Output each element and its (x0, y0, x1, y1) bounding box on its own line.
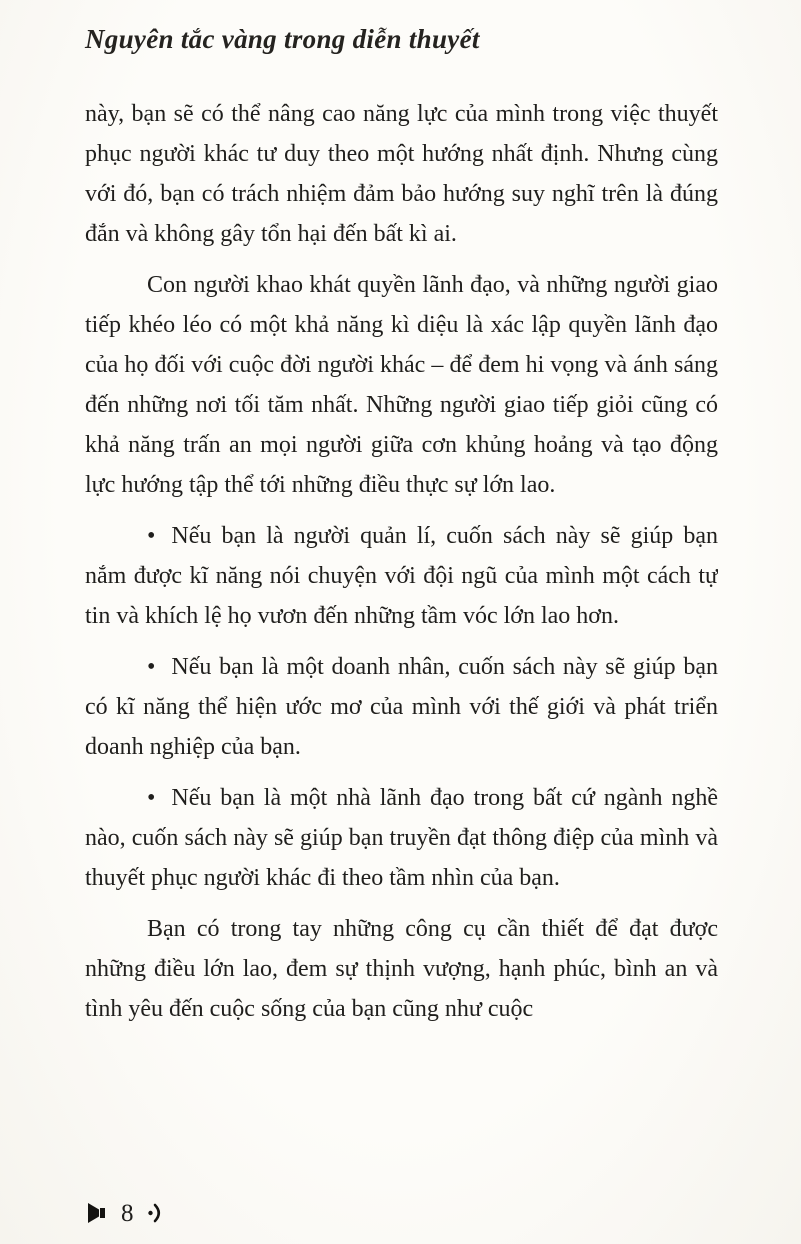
paragraph: này, bạn sẽ có thể nâng cao năng lực của mình trong việc thuyết phục người khác tư duy theo một hướng nhất định. Nhưng cùng với đó, bạn có trách nhiệm đảm bảo hướng suy nghĩ trên là đúng đắn và không gây tổn hại đến bất kì ai. (85, 101, 718, 247)
page-number: 8 (121, 1199, 134, 1227)
paragraph: Bạn có trong tay những công cụ cần thiết để đạt được những điều lớn lao, đem sự thịnh vượng, hạnh phúc, bình an và tình yêu đến cuộc sống của bạn cũng như cuộc (85, 916, 718, 1022)
bullet-item (85, 778, 718, 898)
bullet-text: Nếu bạn là người quản lí, cuốn sách này sẽ giúp bạn nắm được kĩ năng nói chuyện với đội ngũ của mình một cách tự tin và khích lệ họ vươn đến những tầm vóc lớn lao hơn. (85, 523, 718, 629)
bullet-icon: • (147, 654, 156, 680)
page-footer (85, 1200, 166, 1226)
bullet-icon: • (147, 523, 156, 549)
bullet-item (85, 647, 718, 767)
speaker-icon (85, 1200, 109, 1226)
bullet-item (85, 516, 718, 636)
page-body (85, 94, 718, 1182)
bullet-text: Nếu bạn là một nhà lãnh đạo trong bất cứ ngành nghề nào, cuốn sách này sẽ giúp bạn truyền đạt thông điệp của mình và thuyết phục người khác đi theo tầm nhìn của bạn. (85, 785, 718, 891)
sound-wave-icon (146, 1200, 166, 1226)
running-head-title: Nguyên tắc vàng trong diễn thuyết (85, 24, 480, 54)
bullet-text: Nếu bạn là một doanh nhân, cuốn sách này sẽ giúp bạn có kĩ năng thể hiện ước mơ của mình với thế giới và phát triển doanh nghiệp của bạn. (85, 654, 718, 760)
paragraph: Con người khao khát quyền lãnh đạo, và những người giao tiếp khéo léo có một khả năng kì diệu là xác lập quyền lãnh đạo của họ đối với cuộc đời người khác – để đem hi vọng và ánh sáng đến những nơi tối tăm nhất. Những người giao tiếp giỏi cũng có khả năng trấn an mọi người giữa cơn khủng hoảng và tạo động lực hướng tập thể tới những điều thực sự lớn lao. (85, 272, 718, 498)
bullet-icon: • (147, 785, 156, 811)
